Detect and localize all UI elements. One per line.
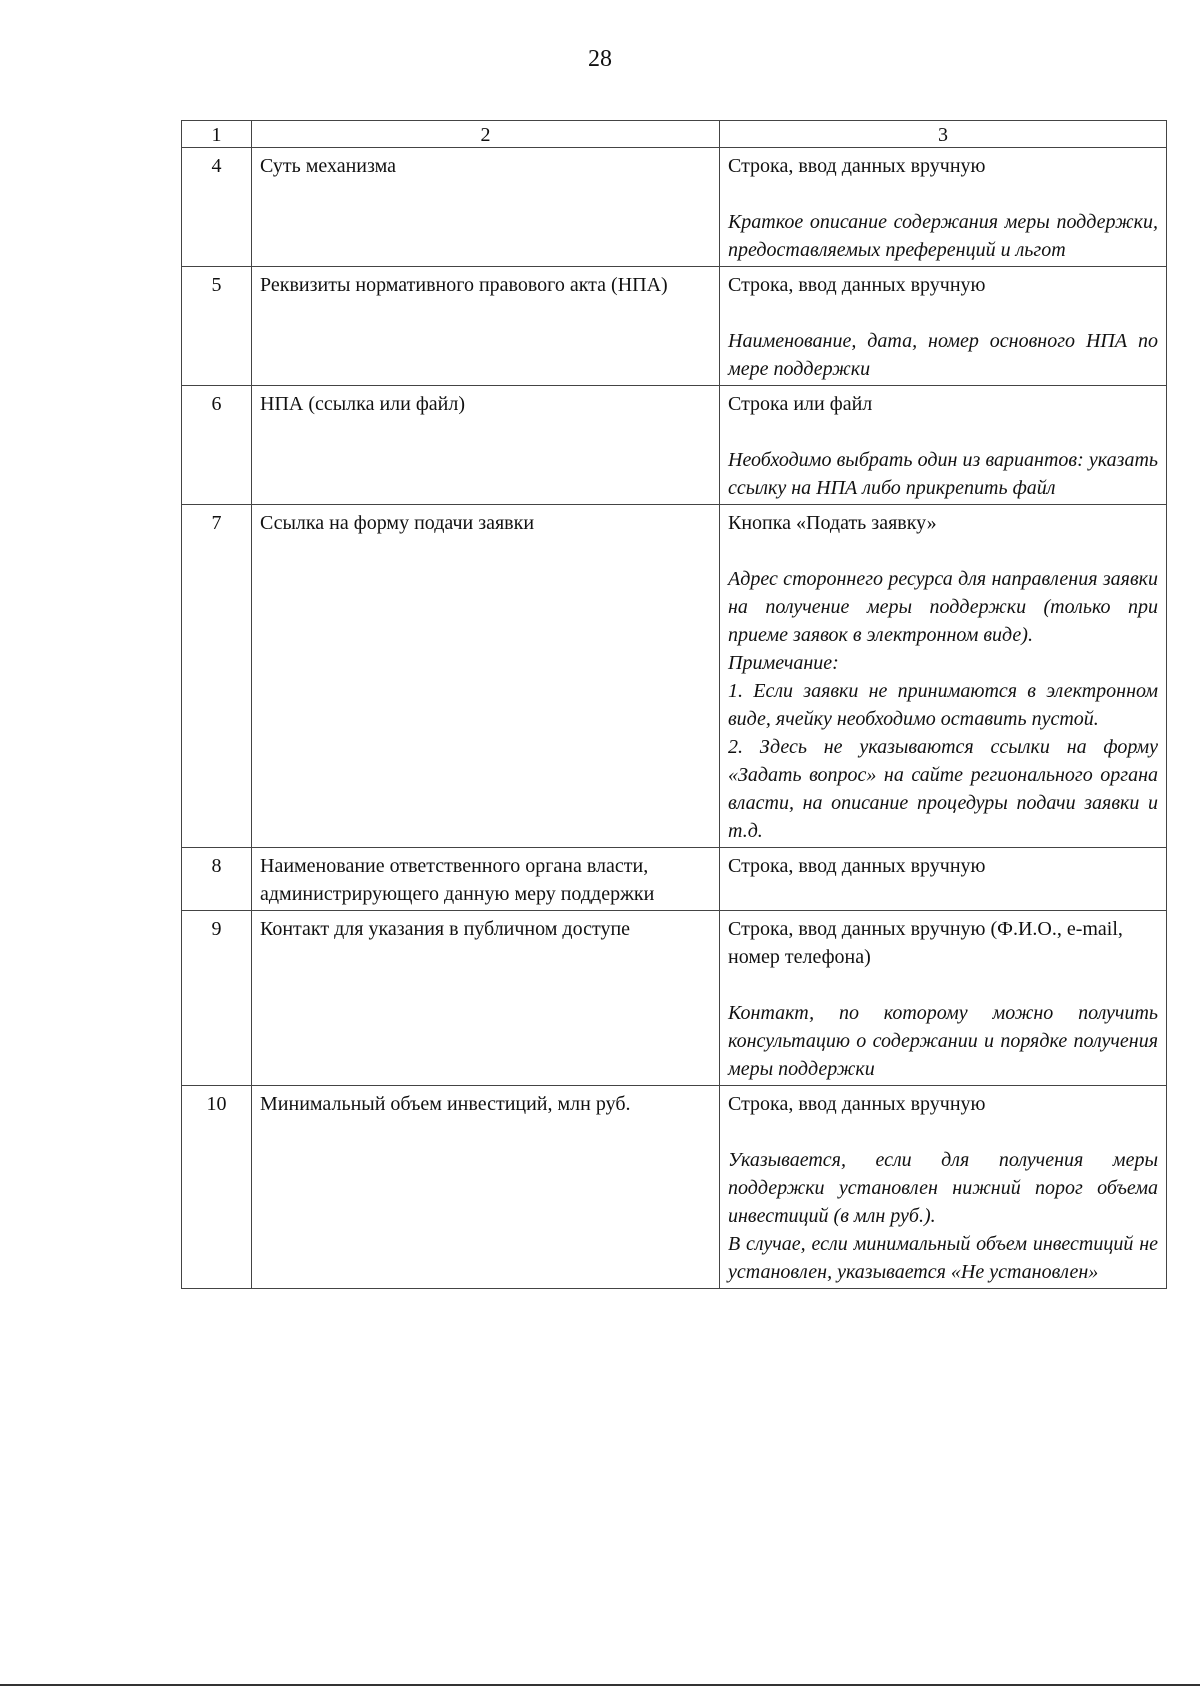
header-col-2: 2 <box>252 121 720 148</box>
page-number: 28 <box>588 46 612 72</box>
field-description <box>720 505 1167 848</box>
bottom-rule <box>0 1684 1200 1686</box>
table-row <box>182 505 1167 848</box>
field-description <box>720 267 1167 386</box>
field-note <box>728 565 1158 845</box>
field-name: Наименование ответственного органа власти, администрирующего данную меру поддержки <box>252 848 720 911</box>
row-number: 7 <box>182 505 252 848</box>
note-paragraph: Примечание: <box>728 652 839 674</box>
table-row <box>182 1086 1167 1289</box>
field-type: Строка, ввод данных вручную <box>728 274 986 296</box>
field-name: Ссылка на форму подачи заявки <box>252 505 720 848</box>
field-name: Минимальный объем инвестиций, млн руб. <box>252 1086 720 1289</box>
table-row <box>182 848 1167 911</box>
row-number: 10 <box>182 1086 252 1289</box>
field-note <box>728 327 1158 383</box>
field-type: Строка или файл <box>728 393 873 415</box>
table-row <box>182 911 1167 1086</box>
table-row <box>182 386 1167 505</box>
row-number: 8 <box>182 848 252 911</box>
note-paragraph: Адрес стороннего ресурса для направления заявки на получение меры поддержки (только при приеме заявок в электронном виде). <box>728 568 1158 646</box>
field-note <box>728 208 1158 264</box>
header-col-1: 1 <box>182 121 252 148</box>
row-number: 6 <box>182 386 252 505</box>
field-type: Строка, ввод данных вручную (Ф.И.О., e-mail, номер телефона) <box>728 918 1123 968</box>
header-col-3: 3 <box>720 121 1167 148</box>
field-description <box>720 148 1167 267</box>
table-row <box>182 267 1167 386</box>
row-number: 5 <box>182 267 252 386</box>
note-paragraph: Краткое описание содержания меры поддержки, предоставляемых преференций и льгот <box>728 211 1158 261</box>
document-table <box>181 120 1167 1289</box>
note-paragraph: В случае, если минимальный объем инвестиций не установлен, указывается «Не установлен» <box>728 1233 1158 1283</box>
field-type: Кнопка «Подать заявку» <box>728 512 937 534</box>
note-paragraph: 1. Если заявки не принимаются в электронном виде, ячейку необходимо оставить пустой. <box>728 680 1158 730</box>
table-row <box>182 148 1167 267</box>
field-name: Суть механизма <box>252 148 720 267</box>
table-header-row <box>182 121 1167 148</box>
note-paragraph: Наименование, дата, номер основного НПА по мере поддержки <box>728 330 1158 380</box>
field-name: Реквизиты нормативного правового акта (НПА) <box>252 267 720 386</box>
field-type: Строка, ввод данных вручную <box>728 855 986 877</box>
field-note <box>728 1146 1158 1286</box>
field-description <box>720 848 1167 911</box>
field-type: Строка, ввод данных вручную <box>728 155 986 177</box>
field-note <box>728 446 1158 502</box>
field-description <box>720 1086 1167 1289</box>
note-paragraph: Необходимо выбрать один из вариантов: указать ссылку на НПА либо прикрепить файл <box>728 449 1158 499</box>
field-name: НПА (ссылка или файл) <box>252 386 720 505</box>
note-paragraph: Указывается, если для получения меры поддержки установлен нижний порог объема инвестиций (в млн руб.). <box>728 1149 1158 1227</box>
row-number: 4 <box>182 148 252 267</box>
row-number: 9 <box>182 911 252 1086</box>
field-name: Контакт для указания в публичном доступе <box>252 911 720 1086</box>
note-paragraph: Контакт, по которому можно получить консультацию о содержании и порядке получения меры поддержки <box>728 1002 1158 1080</box>
field-note <box>728 999 1158 1083</box>
note-paragraph: 2. Здесь не указываются ссылки на форму «Задать вопрос» на сайте регионального органа власти, на описание процедуры подачи заявки и т.д. <box>728 736 1158 842</box>
field-description <box>720 386 1167 505</box>
field-description <box>720 911 1167 1086</box>
field-type: Строка, ввод данных вручную <box>728 1093 986 1115</box>
